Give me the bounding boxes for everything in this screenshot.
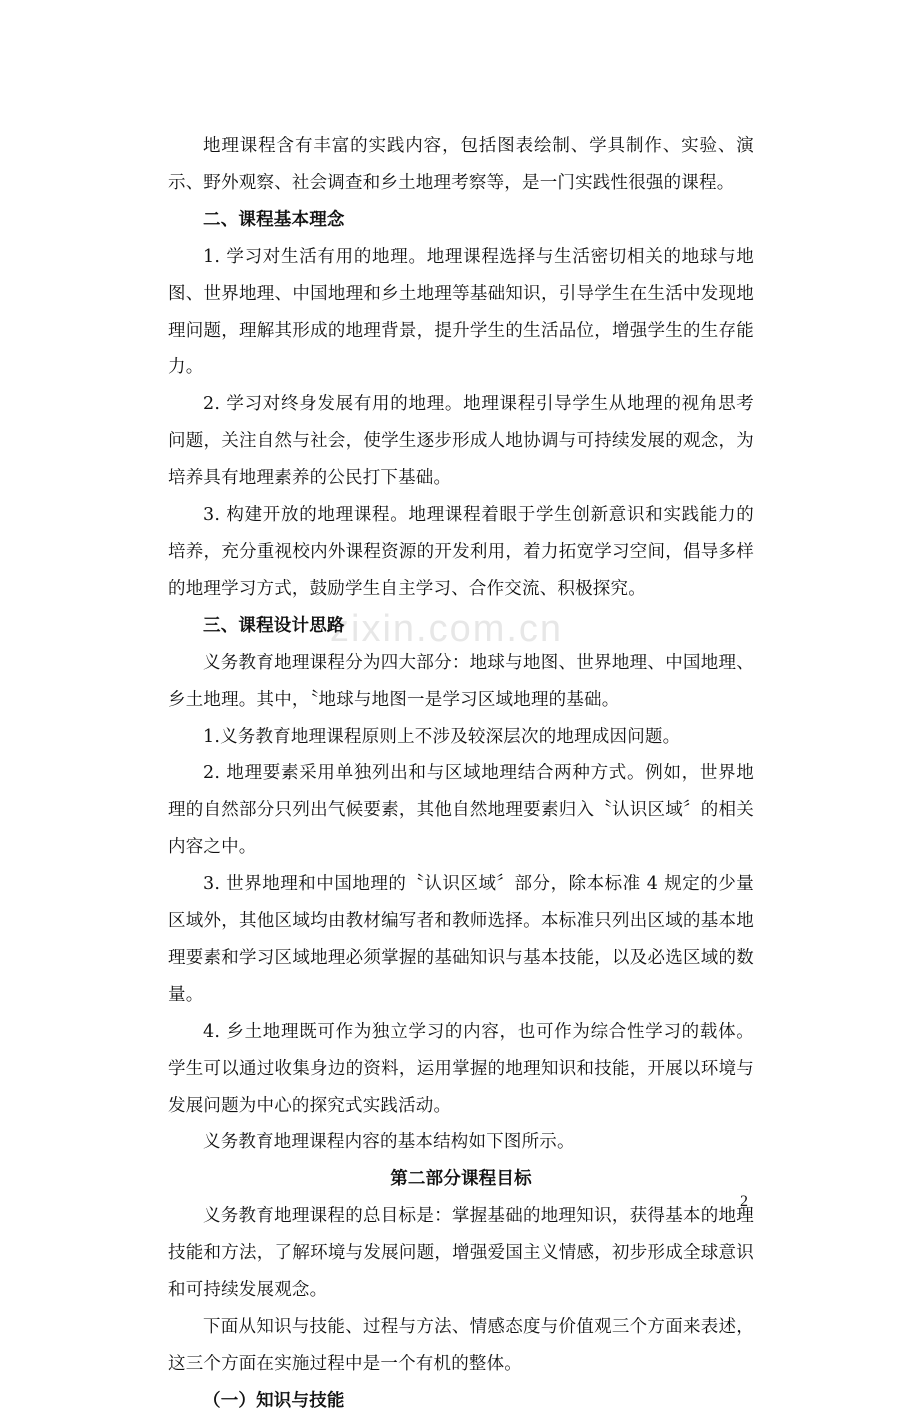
paragraph-concept-2: 2. 学习对终身发展有用的地理。地理课程引导学生从地理的视角思考问题，关注自然与社会，使学生逐步形成人地协调与可持续发展的观念，为培养具有地理素养的公民打下基础。 <box>168 394 754 489</box>
watermark: zixin.com.cn <box>330 608 564 650</box>
document-body <box>168 128 754 1420</box>
paragraph-overall-goal: 义务教育地理课程的总目标是：掌握基础的地理知识，获得基本的地理技能和方法，了解环境与发展问题，增强爱国主义情感，初步形成全球意识和可持续发展观念。 <box>168 1206 754 1301</box>
paragraph-three-aspects: 下面从知识与技能、过程与方法、情感态度与价值观三个方面来表述，这三个方面在实施过程中是一个有机的整体。 <box>168 1317 754 1374</box>
page-number: 2 <box>740 1193 748 1210</box>
paragraph-design-2: 2. 地理要素采用单独列出和与区域地理结合两种方式。例如，世界地理的自然部分只列出气候要素，其他自然地理要素归入〝认识区域〞的相关内容之中。 <box>168 763 754 858</box>
paragraph-structure-note: 义务教育地理课程内容的基本结构如下图所示。 <box>203 1132 575 1153</box>
paragraph-design-1: 1.义务教育地理课程原则上不涉及较深层次的地理成因问题。 <box>203 726 681 747</box>
section-heading-design-ideas: 三、课程设计思路 <box>203 615 345 636</box>
part-heading-course-goals: 第二部分课程目标 <box>390 1169 532 1190</box>
paragraph-design-4: 4. 乡土地理既可作为独立学习的内容，也可作为综合性学习的载体。学生可以通过收集身边的资料，运用掌握的地理知识和技能，开展以环境与发展问题为中心的探究式实践活动。 <box>168 1021 754 1116</box>
paragraph-practice-content: 地理课程含有丰富的实践内容，包括图表绘制、学具制作、实验、演示、野外观察、社会调查和乡土地理考察等，是一门实践性很强的课程。 <box>168 136 754 193</box>
paragraph-design-3: 3. 世界地理和中国地理的〝认识区域〞部分，除本标准 4 规定的少量区域外，其他区域均由教材编写者和教师选择。本标准只列出区域的基本地理要素和学习区域地理必须掌握的基础知识与基本技能，以及必选区域的数量。 <box>168 874 754 1005</box>
section-heading-basic-concepts: 二、课程基本理念 <box>203 209 345 230</box>
paragraph-concept-1: 1. 学习对生活有用的地理。地理课程选择与生活密切相关的地球与地图、世界地理、中国地理和乡土地理等基础知识，引导学生在生活中发现地理问题，理解其形成的地理背景，提升学生的生活品位，增强学生的生存能力。 <box>168 246 754 378</box>
paragraph-course-parts: 义务教育地理课程分为四大部分：地球与地图、世界地理、中国地理、乡土地理。其中，〝地球与地图一是学习区域地理的基础。 <box>168 652 754 710</box>
paragraph-concept-3: 3. 构建开放的地理课程。地理课程着眼于学生创新意识和实践能力的培养，充分重视校内外课程资源的开发利用，着力拓宽学习空间，倡导多样的地理学习方式，鼓励学生自主学习、合作交流、积极探究。 <box>168 505 754 599</box>
subsection-heading-knowledge-skills: （一）知识与技能 <box>203 1390 345 1411</box>
